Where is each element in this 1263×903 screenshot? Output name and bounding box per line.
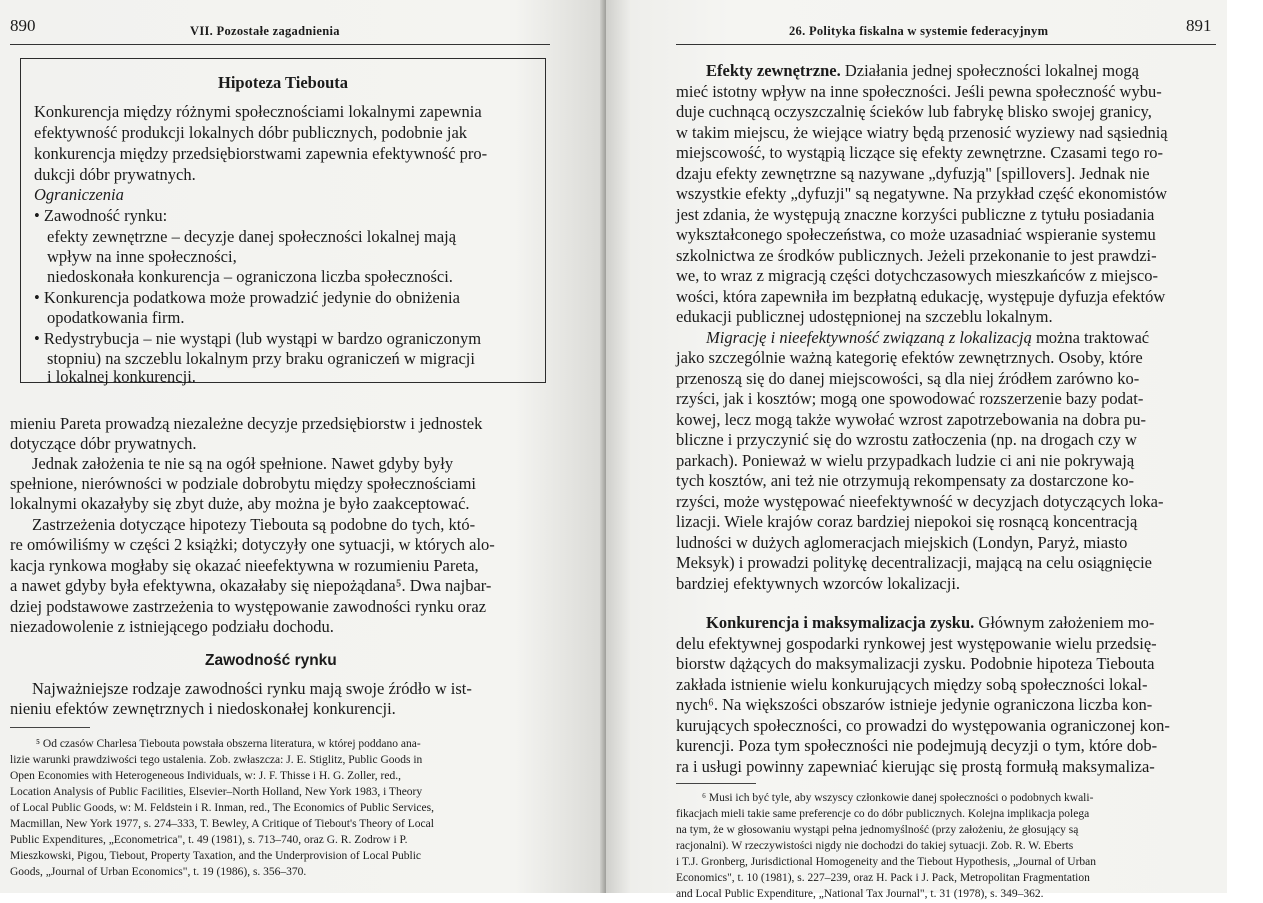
para-lead: Migrację i nieefektywność związaną z lokalizacją bbox=[706, 328, 1032, 347]
footnote-line: fikacjach mieli takie same preferencje co do dóbr publicznych. Kolejna implikacja polega bbox=[676, 808, 1090, 820]
body-line: nieniu efektów zewnętrznych i niedoskonałej konkurencji. bbox=[10, 699, 396, 718]
footnote-line: lizie warunki prawdziwości tego ustalenia. Zob. zwłaszcza: J. E. Stiglitz, Public Goods in bbox=[10, 754, 423, 766]
para-text: Działania jednej społeczności lokalnej mogą bbox=[840, 61, 1139, 80]
body-line: re omówiliśmy w części 2 książki; dotyczyły one sytuacji, w których alo- bbox=[10, 535, 495, 554]
footnote-line: na tym, że w głosowaniu wystąpi pełna jednomyślność (przy założeniu, że głosujący są bbox=[676, 824, 1079, 836]
box-line: niedoskonała konkurencja – ograniczona liczba społeczności. bbox=[47, 267, 453, 286]
footnote-line: Open Economies with Heterogeneous Individuals, w: J. F. Thisse i H. G. Zoller, red., bbox=[10, 770, 401, 782]
body-line: niezadowolenie z istniejącego podziału dochodu. bbox=[10, 617, 334, 636]
footnote-line: and Local Public Expenditure, „National Tax Journal", t. 31 (1978), s. 349–362. bbox=[676, 888, 1044, 900]
body-line: biorstw dążących do maksymalizacji zysku. Podobnie hipoteza Tiebouta bbox=[676, 654, 1155, 673]
footnote-rule-right bbox=[676, 783, 756, 784]
body-line: lizacji. Wiele krajów coraz bardziej niepokoi się rosnącą koncentracją bbox=[676, 512, 1138, 531]
body-line bbox=[706, 60, 1139, 81]
body-line: duje cuchnącą oczyszczalnię ścieków lub fabrykę blisko swojej granicy, bbox=[676, 102, 1152, 121]
body-line: a nawet gdyby była efektywna, okazałaby się niepożądana⁵. Dwa najbar- bbox=[10, 576, 492, 595]
para-text: można traktować bbox=[1031, 328, 1150, 347]
body-line: bliczne i przyczynić się do wzrostu zatłoczenia (np. na drogach czy w bbox=[676, 430, 1137, 449]
body-line: wszystkie efekty „dyfuzji" są negatywne. Na przykład część ekonomistów bbox=[676, 184, 1168, 203]
body-line: mieć istotny wpływ na inne społeczności. Jeśli pewna społeczność wybu- bbox=[676, 82, 1162, 101]
body-line: edukacji publicznej udostępnionej na szczeblu lokalnym. bbox=[676, 307, 1053, 326]
footnote-line: Public Expenditures, „Econometrica", t. 49 (1981), s. 713–740, oraz G. R. Zodrow i P. bbox=[10, 834, 408, 846]
body-line: Meksyk) i prowadzi politykę decentralizacji, mającą na celu osiągnięcie bbox=[676, 553, 1153, 572]
body-line: szkolnictwa ze środków publicznych. Jeżeli przekonanie to jest prawdzi- bbox=[676, 246, 1157, 265]
body-line: wości, która zapewniła im bezpłatną edukację, występuje dyfuzja efektów bbox=[676, 287, 1166, 306]
running-head-right: 26. Polityka fiskalna w systemie federacyjnym bbox=[789, 24, 1049, 38]
body-line: we, to wraz z migracją części dotychczasowych mieszkańców z miejsco- bbox=[676, 266, 1158, 285]
body-line: spełnione, nierówności w podziale dobrobytu między społecznościami bbox=[10, 474, 477, 493]
footnote-line: Mieszkowski, Pigou, Tiebout, Property Taxation, and the Underprovision of Local Public bbox=[10, 850, 422, 862]
body-line: Zastrzeżenia dotyczące hipotezy Tiebouta są podobne do tych, któ- bbox=[32, 515, 476, 534]
body-line bbox=[706, 612, 1154, 633]
header-rule-left bbox=[10, 44, 550, 45]
page-number-right: 891 bbox=[1186, 16, 1212, 35]
body-line: rzyści, może występować nieefektywność w decyzjach dotyczących loka- bbox=[676, 492, 1164, 511]
footnote-line: Location Analysis of Public Facilities, Elsevier–North Holland, New York 1983, i Theory bbox=[10, 786, 423, 798]
body-line: kowej, lecz mogą także wywołać wzrost zapotrzebowania na dobra pu- bbox=[676, 410, 1147, 429]
body-line: Jednak założenia te nie są na ogół spełnione. Nawet gdyby były bbox=[32, 454, 454, 473]
box-line: efekty zewnętrzne – decyzje danej społeczności lokalnej mają bbox=[47, 227, 457, 246]
footnote-line: i T.J. Gronberg, Jurisdictional Homogeneity and the Tiebout Hypothesis, „Journal of Urban bbox=[676, 856, 1097, 868]
body-line: kurencji. Poza tym społeczności nie podejmują decyzji o tym, które dob- bbox=[676, 736, 1158, 755]
box-line: efektywność produkcji lokalnych dóbr publicznych, podobnie jak bbox=[34, 123, 468, 142]
right-page bbox=[606, 0, 1227, 900]
page-number-left: 890 bbox=[10, 16, 36, 35]
body-line: jest zdania, że występują znaczne korzyści publiczne z tytułu posiadania bbox=[676, 205, 1155, 224]
box-line: opodatkowania firm. bbox=[47, 308, 185, 327]
box-line: Konkurencja między różnymi społecznościami lokalnymi zapewnia bbox=[34, 102, 482, 121]
body-line: ludności w dużych aglomeracjach miejskich (Londyn, Paryż, miasto bbox=[676, 533, 1128, 552]
body-line: parkach). Ponieważ w wielu przypadkach ludzie ci ani nie pokrywają bbox=[676, 451, 1135, 470]
body-line: dzaju efekty zewnętrzne są nazywane „dyfuzją" [spillovers]. Jednak nie bbox=[676, 164, 1150, 183]
body-line: wykształconego społeczeństwa, co może uzasadniać wspieranie systemu bbox=[676, 225, 1156, 244]
body-line: nych⁶. Na większości obszarów istnieje jedynie ograniczona liczba kon- bbox=[676, 695, 1153, 714]
body-line: lokalnymi okazałyby się zbyt duże, aby można je było zaakceptować. bbox=[10, 494, 470, 513]
body-line: ra i usługi powinny zapewniać kierując się prostą formułą maksymaliza- bbox=[676, 757, 1155, 776]
box-bullet: • Redystrybucja – nie wystąpi (lub wystąpi w bardzo ograniczonym bbox=[34, 329, 482, 348]
box-subheading: Ograniczenia bbox=[34, 185, 124, 204]
body-line: tych kosztów, ani też nie otrzymują rekompensaty za dostarczone ko- bbox=[676, 471, 1135, 490]
box-line: dukcji dóbr prywatnych. bbox=[34, 165, 196, 184]
box-line: i lokalnej konkurencji. bbox=[47, 367, 196, 386]
body-line: w takim miejscu, że wiejące wiatry będą przenosić wyziewy nad sąsiednią bbox=[676, 123, 1168, 142]
body-line: dziej podstawowe zastrzeżenia to występowanie zawodności rynku oraz bbox=[10, 597, 487, 616]
body-line: delu efektywnej gospodarki rynkowej jest występowanie wielu przedsię- bbox=[676, 634, 1157, 653]
footnote-line: of Local Public Goods, w: M. Feldstein i R. Inman, red., The Economics of Public Services, bbox=[10, 802, 434, 814]
box-line: konkurencja między przedsiębiorstwami zapewnia efektywność pro- bbox=[34, 144, 488, 163]
footnote-line: racjonalni). W rzeczywistości nigdy nie dochodzi do takiej sytuacji. Zob. R. W. Eberts bbox=[676, 840, 1074, 852]
body-line: zakłada istnienie wielu konkurujących między sobą społeczności lokal- bbox=[676, 675, 1148, 694]
footnote-line: Goods, „Journal of Urban Economics", t. 19 (1986), s. 356–370. bbox=[10, 866, 307, 878]
body-line: Najważniejsze rodzaje zawodności rynku mają swoje źródło w ist- bbox=[32, 679, 472, 698]
body-line bbox=[706, 327, 1149, 348]
footnote-line: ⁵ Od czasów Charlesa Tiebouta powstała obszerna literatura, w której poddano ana- bbox=[36, 738, 421, 750]
footnote-line: ⁶ Musi ich być tyle, aby wszyscy członkowie danej społeczności o podobnych kwali- bbox=[702, 792, 1094, 804]
body-line: bardziej efektywnych wzorców lokalizacji. bbox=[676, 574, 961, 593]
body-line: jako szczególnie ważną kategorię efektów zewnętrznych. Osoby, które bbox=[676, 348, 1143, 367]
footnote-line: Economics", t. 10 (1981), s. 227–239, oraz H. Pack i J. Pack, Metropolitan Fragmentation bbox=[676, 872, 1090, 884]
body-line: mieniu Pareta prowadzą niezależne decyzje przedsiębiorstw i jednostek bbox=[10, 414, 483, 433]
section-heading: Zawodność rynku bbox=[205, 652, 337, 669]
footnote-rule-left bbox=[10, 727, 90, 728]
box-title: Hipoteza Tiebouta bbox=[217, 73, 349, 92]
body-line: rzyści, jak i kosztów; mogą one spowodować rozszerzenie bazy podat- bbox=[676, 389, 1144, 408]
left-page bbox=[0, 0, 606, 893]
box-line: wpływ na inne społeczności, bbox=[47, 247, 237, 266]
body-line: miejscowość, to wystąpią liczące się efekty zewnętrzne. Czasami tego ro- bbox=[676, 143, 1164, 162]
box-line: stopniu) na szczeblu lokalnym przy braku ograniczeń w migracji bbox=[47, 349, 475, 368]
para-lead: Efekty zewnętrzne. bbox=[706, 61, 841, 80]
para-text: Głównym założeniem mo- bbox=[974, 613, 1155, 632]
body-line: przenoszą się do danej miejscowości, są dla niej źródłem zarówno ko- bbox=[676, 369, 1140, 388]
box-bullet: • Konkurencja podatkowa może prowadzić jedynie do obniżenia bbox=[34, 288, 460, 307]
footnote-line: Macmillan, New York 1977, s. 274–333, T. Bewley, A Critique of Tiebout's Theory of Local bbox=[10, 818, 434, 830]
running-head-left: VII. Pozostałe zagadnienia bbox=[190, 24, 340, 38]
header-rule-right bbox=[676, 44, 1216, 45]
para-lead: Konkurencja i maksymalizacja zysku. bbox=[706, 613, 975, 632]
body-line: dotyczące dóbr prywatnych. bbox=[10, 434, 197, 453]
body-line: kurujących społeczności, co prowadzi do występowania ograniczonej kon- bbox=[676, 716, 1170, 735]
body-line: kacja rynkowa mogłaby się okazać nieefektywna w rozumieniu Pareta, bbox=[10, 556, 479, 575]
box-bullet: • Zawodność rynku: bbox=[34, 206, 168, 225]
